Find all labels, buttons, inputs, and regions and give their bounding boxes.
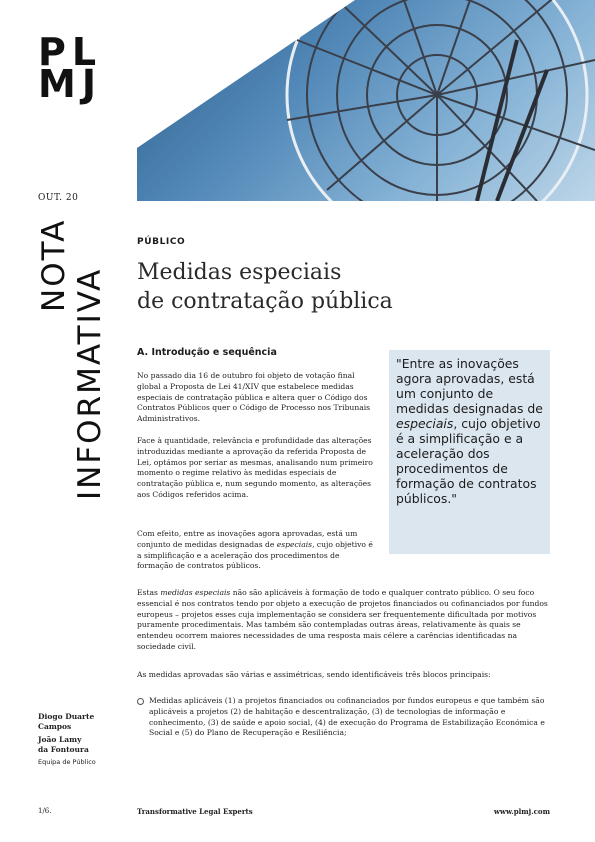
- bullet-circle-icon: [137, 698, 144, 705]
- hero-image-satellite-dish: [137, 0, 595, 201]
- author-1-line-2: Campos: [38, 721, 72, 731]
- list-item-text: Medidas aplicáveis (1) a projetos financiados ou cofinanciados por fundos europeus e que também são aplicáveis a projetos (2) de habitação e descentralização, (3) de tecnologias de informação e conhecimento, (3) de saúde e apoio social, (4) de execução do Programa de Estabilização Económica e Social e (5) do Plano de Recuperação e Resiliência;: [149, 696, 545, 738]
- title-line-2: de contratação pública: [137, 289, 393, 314]
- plmj-logo: [38, 30, 103, 106]
- paragraph-3-text-b: , cujo objetivo é a simplificação e a aceleração dos procedimentos de formação de contratos públicos.: [137, 539, 373, 571]
- document-title: [137, 258, 437, 316]
- paragraph-4-text-b: não são aplicáveis à formação de todo e qualquer contrato público. O seu foco essencial é nos contratos tendo por objeto a execução de projetos financiados ou cofinanciados por fundos europeus – projetos esses cuja implementação se considera ser frequentemente dificultada por motivos puramente procedimentais. Mas também são contempladas outras áreas, relativamente às quais se entendeu ocorrem maiores necessidades de uma resposta mais célere a carências identificadas na sociedade civil.: [137, 588, 548, 651]
- page-number: 1/6.: [38, 807, 52, 815]
- logo-line-1: PL: [38, 30, 103, 74]
- paragraph-4-emphasis: medidas especiais: [160, 588, 231, 597]
- paragraph-2: Face à quantidade, relevância e profundidade das alterações introduzidas mediante a aprovação da referida Proposta de Lei, optámos por seriar as mesmas, analisando num primeiro momento o regime relativo às medidas especiais de contratação pública e, num segundo momento, as alterações aos Códigos referidos acima.: [137, 436, 373, 499]
- footer-tagline: Transformative Legal Experts: [137, 807, 253, 816]
- pull-quote-text: [396, 356, 546, 506]
- hero-white-wedge: [137, 0, 355, 148]
- paragraph-4-text-a: Estas: [137, 588, 161, 597]
- publication-date: OUT. 20: [38, 193, 79, 203]
- pull-quote: [389, 350, 550, 554]
- author-2-line-1: João Lamy: [38, 735, 82, 744]
- list-item: [137, 696, 562, 739]
- footer-url[interactable]: www.plmj.com: [493, 807, 550, 816]
- authors-team: Equipa de Público: [38, 758, 96, 766]
- quote-emphasis: especiais: [396, 416, 454, 431]
- paragraph-3-emphasis: especiais: [276, 539, 313, 549]
- vertical-title: [36, 218, 108, 500]
- paragraph-4: [137, 588, 557, 653]
- paragraph-5: As medidas aprovadas são várias e assimétricas, sendo identificáveis três blocos principais:: [137, 670, 491, 679]
- quote-text-a: "Entre as inovações agora aprovadas, está um conjunto de medidas designadas de: [396, 356, 543, 416]
- paragraph-3: [137, 529, 373, 572]
- author-1-line-1: Diogo Duarte: [38, 712, 95, 721]
- section-label: PÚBLICO: [137, 237, 186, 247]
- vertical-title-line-1: NOTA: [36, 218, 72, 312]
- quote-text-b: , cujo objetivo é a simplificação e a aceleração dos procedimentos de formação de contratos públicos.": [396, 416, 541, 506]
- author-2-line-2: da Fontoura: [38, 744, 89, 754]
- paragraph-1: No passado dia 16 de outubro foi objeto de votação final global a Proposta de Lei 41/XIV que estabelece medidas especiais de contratação pública e altera quer o Código dos Contratos Públicos quer o Código de Processo nos Tribunais Administrativos.: [137, 371, 371, 424]
- authors-block: [38, 712, 133, 768]
- paragraph-3-text-a: Com efeito, entre as inovações agora aprovadas, está um conjunto de medidas designadas de: [137, 529, 358, 549]
- vertical-title-line-2: INFORMATIVA: [72, 267, 108, 500]
- section-heading: A. Introdução e sequência: [137, 347, 277, 358]
- logo-line-2: MJ: [38, 62, 102, 106]
- title-line-1: Medidas especiais: [137, 260, 342, 285]
